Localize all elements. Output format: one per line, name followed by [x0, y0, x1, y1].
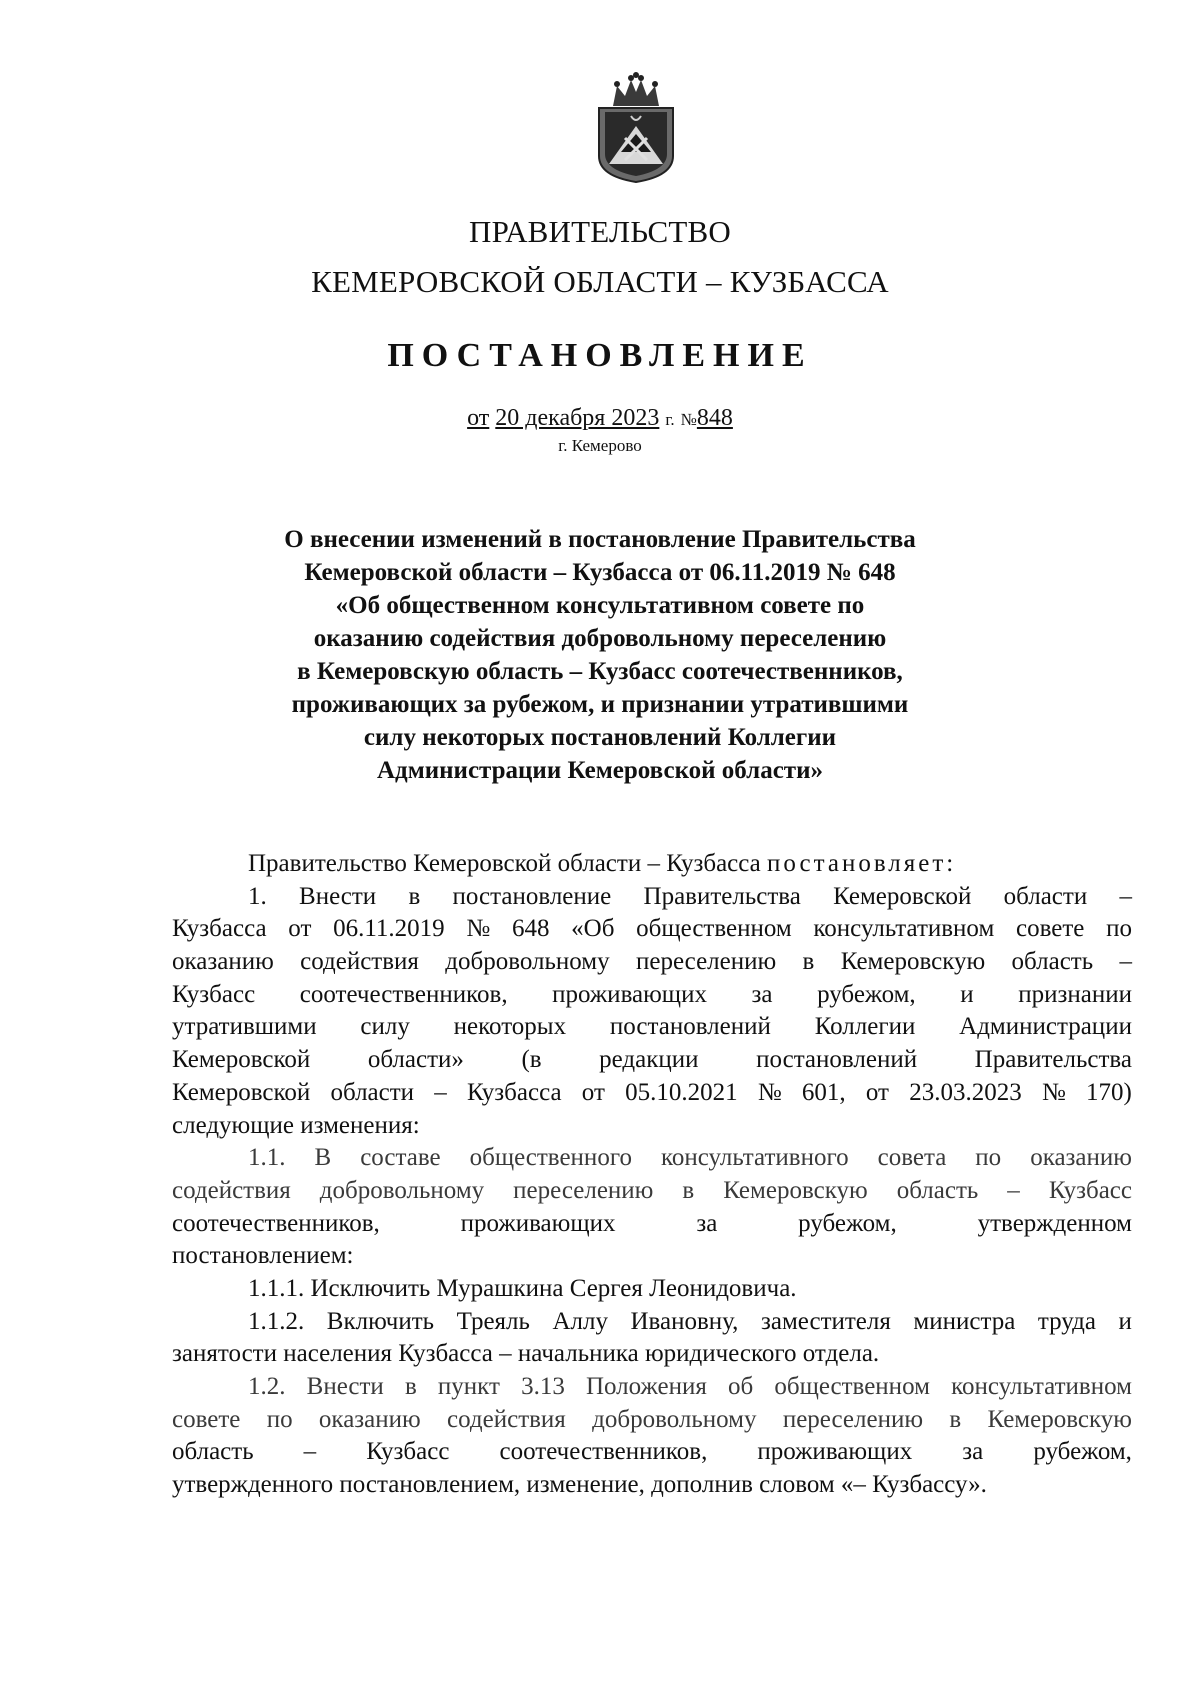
document-type-heading: ПОСТАНОВЛЕНИЕ: [387, 337, 813, 374]
title-line: в Кемеровскую область – Кузбасс соотечественников,: [297, 658, 903, 685]
year-suffix: г.: [665, 410, 675, 429]
paragraph-1-line: следующие изменения:: [172, 1111, 420, 1139]
paragraph-1-1-2-line: занятости населения Кузбасса – начальника юридического отдела.: [172, 1340, 880, 1368]
title-line: О внесении изменений в постановление Правительства: [284, 526, 916, 553]
paragraph-1-2-line: 1.2. Внести в пункт 3.13 Положения об общественном консультативном: [248, 1373, 1132, 1400]
city-line: г. Кемерово: [558, 436, 642, 455]
paragraph-1-line: Кемеровской области» (в редакции постановлений Правительства: [172, 1046, 1132, 1074]
document-title: [283, 523, 917, 787]
paragraph-1-1-line: постановлением:: [172, 1242, 354, 1270]
document-number: 848: [696, 405, 733, 431]
paragraph-1-2-line: область – Кузбасс соотечественников, проживающих за рубежом,: [172, 1438, 1132, 1466]
intro-verb: постановляет:: [767, 850, 957, 877]
paragraph-1-line: Кузбасс соотечественников, проживающих за рубежом, и признании: [172, 980, 1132, 1008]
paragraph-1-line: Кемеровской области – Кузбасса от 05.10.2021 № 601, от 23.03.2023 № 170): [172, 1078, 1132, 1106]
paragraph-1-1-1: 1.1.1. Исключить Мурашкина Сергея Леонидовича.: [248, 1274, 797, 1302]
title-line: Администрации Кемеровской области»: [377, 757, 823, 784]
paragraph-1-line: утратившими силу некоторых постановлений Коллегии Администрации: [172, 1013, 1132, 1041]
intro-line: [172, 848, 1132, 881]
date-value: 20 декабря 2023: [495, 405, 660, 431]
intro-text: Правительство Кемеровской области – Кузбасса: [248, 850, 761, 877]
paragraph-1-2-line: утвержденного постановлением, изменение, дополнив словом «– Кузбассу».: [172, 1471, 987, 1499]
title-line: «Об общественном консультативном совете по: [335, 592, 865, 619]
paragraph-1-1-line: содействия добровольному переселению в Кемеровскую область – Кузбасс: [172, 1176, 1132, 1204]
organization-line-1: ПРАВИТЕЛЬСТВО: [469, 214, 731, 249]
organization-line-2: КЕМЕРОВСКОЙ ОБЛАСТИ – КУЗБАССА: [311, 264, 889, 299]
document-body: [172, 848, 1132, 1502]
paragraph-1-line: 1. Внести в постановление Правительства Кемеровской области –: [248, 882, 1132, 910]
date-number-line: [0, 404, 1200, 434]
title-line: Кемеровской области – Кузбасса от 06.11.2019 № 648: [304, 559, 896, 586]
title-line: проживающих за рубежом, и признании утратившими: [291, 691, 909, 718]
paragraph-1-1-line: соотечественников, проживающих за рубежом, утвержденном: [172, 1209, 1132, 1237]
title-line: оказанию содействия добровольному переселению: [313, 625, 887, 652]
number-sign: №: [680, 410, 697, 429]
paragraph-1-line: Кузбасса от 06.11.2019 № 648 «Об общественном консультативном совете по: [172, 915, 1132, 943]
paragraph-1-line: оказанию содействия добровольному переселению в Кемеровскую область –: [172, 948, 1132, 976]
date-prefix: от: [467, 405, 490, 431]
coat-of-arms-icon: [591, 72, 681, 184]
paragraph-1-1-line: 1.1. В составе общественного консультативного совета по оказанию: [248, 1144, 1132, 1172]
title-line: силу некоторых постановлений Коллегии: [363, 724, 837, 751]
paragraph-1-1-2-line: 1.1.2. Включить Треяль Аллу Ивановну, заместителя министра труда и: [248, 1307, 1132, 1335]
paragraph-1-2-line: совете по оказанию содействия добровольному переселению в Кемеровскую: [172, 1405, 1132, 1433]
